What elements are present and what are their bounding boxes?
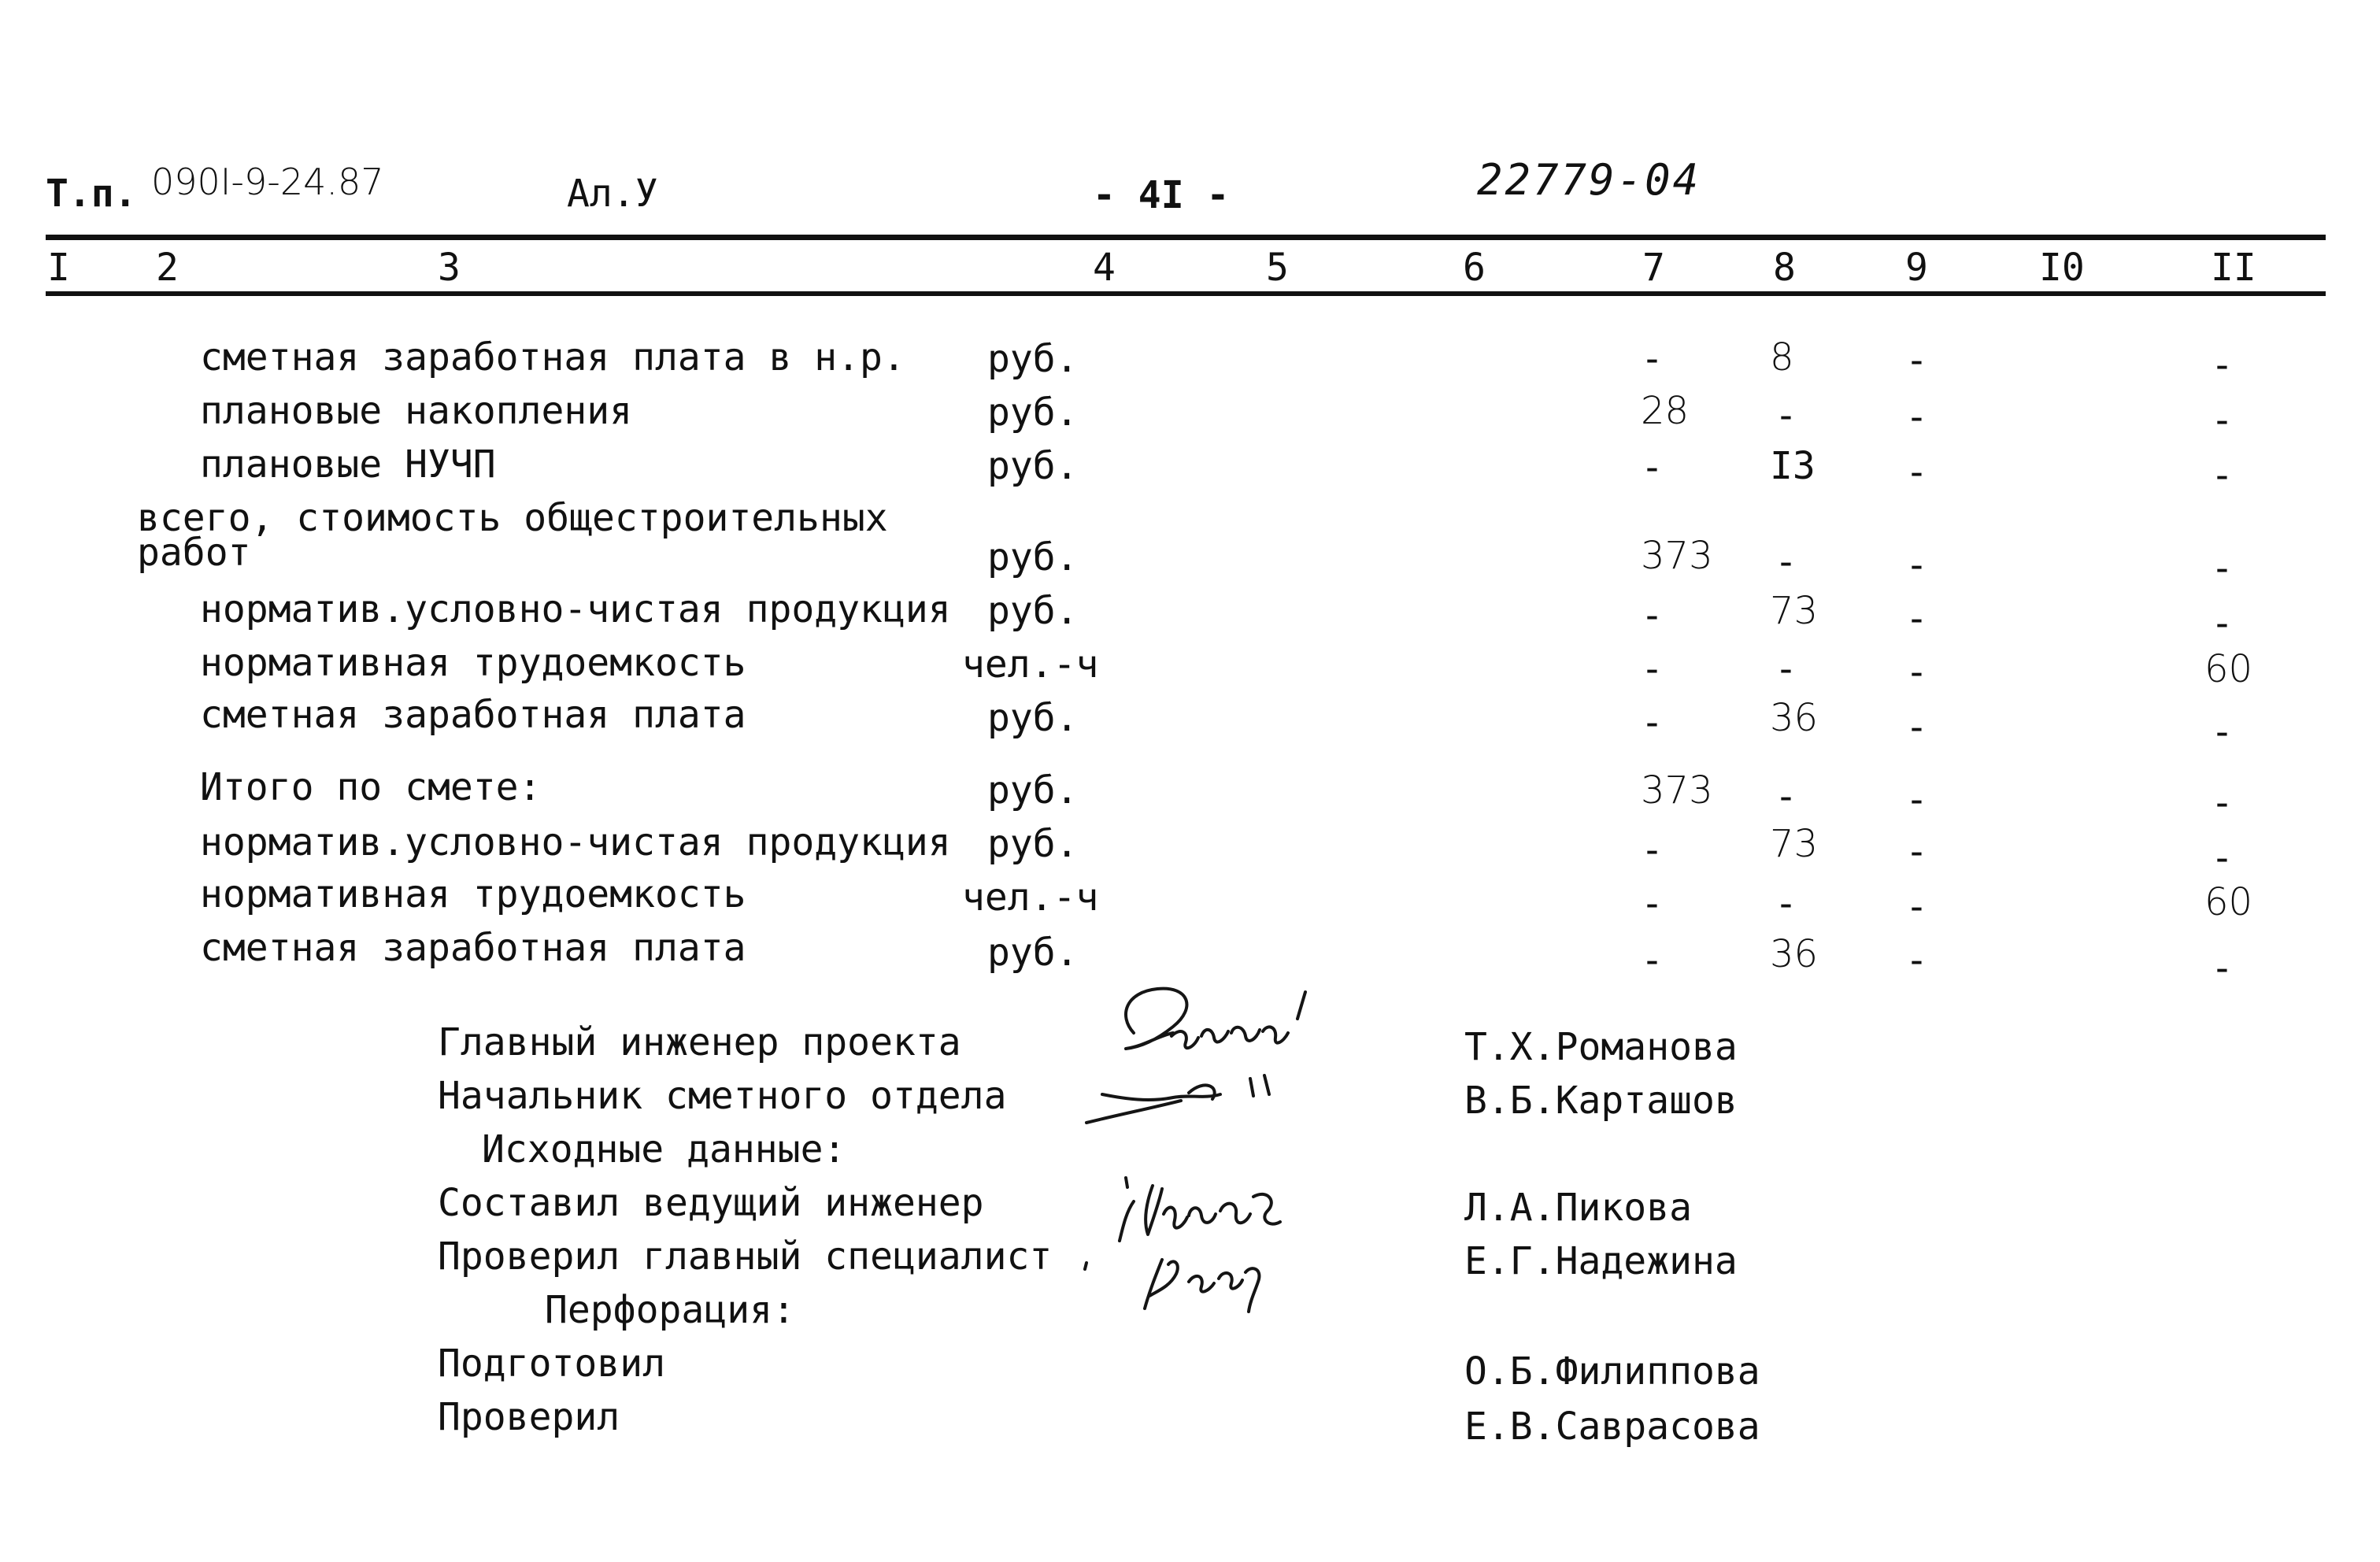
row-1-col7: - — [1641, 337, 1664, 381]
row-4-unit: руб. — [987, 535, 1079, 579]
page-number: - 4I - — [1093, 173, 1230, 217]
perforation-label: Перфорация: — [545, 1288, 795, 1332]
row-7-col7: - — [1641, 701, 1664, 745]
tp-code: 090I-9-24.87 — [151, 161, 384, 203]
row-2-col8: - — [1775, 394, 1797, 438]
handwritten-signatures — [1071, 961, 1417, 1323]
row-11-unit: руб. — [987, 931, 1079, 975]
row-3-col7: - — [1641, 446, 1664, 490]
row-9-col11: - — [2211, 836, 2234, 880]
row-3-unit: руб. — [987, 444, 1079, 488]
row-5-name: норматив.условно-чистая продукция — [200, 587, 951, 631]
row-2-col11: - — [2211, 398, 2234, 442]
column-header-9: 9 — [1905, 246, 1928, 290]
row-7-col9: - — [1905, 705, 1928, 750]
column-header-7: 7 — [1642, 246, 1665, 290]
row-4-col11: - — [2211, 546, 2234, 590]
header-top-rule — [46, 235, 2326, 240]
row-1-name: сметная заработная плата в н.р. — [200, 335, 905, 379]
column-header-5: 5 — [1266, 246, 1289, 290]
checked-chief-name: Е.Г.Надежина — [1464, 1239, 1738, 1283]
estimate-head-name: В.Б.Карташов — [1464, 1079, 1738, 1123]
row-10-name: нормативная трудоемкость — [200, 872, 746, 916]
row-1-unit: руб. — [987, 337, 1079, 381]
row-4-col9: - — [1905, 543, 1928, 587]
row-5-unit: руб. — [987, 589, 1079, 633]
row-4-name-line1: всего, стоимость общестроительных — [137, 496, 888, 540]
row-10-unit: чел.-ч — [962, 875, 1099, 920]
column-header-8: 8 — [1773, 246, 1796, 290]
row-6-col7: - — [1641, 647, 1664, 691]
compiled-name: Л.А.Пикова — [1464, 1186, 1692, 1230]
row-10-col9: - — [1905, 885, 1928, 929]
column-header-2: 2 — [156, 246, 179, 290]
column-header-3: 3 — [438, 246, 461, 290]
row-6-unit: чел.-ч — [962, 642, 1099, 687]
header-bottom-rule — [46, 291, 2326, 296]
document-number: 22779-04 — [1477, 155, 1701, 205]
row-6-col8: - — [1775, 647, 1797, 691]
row-2-name: плановые накопления — [200, 389, 633, 433]
chief-engineer-name: Т.Х.Романова — [1464, 1025, 1738, 1069]
checked-chief-label: Проверил главный специалист — [438, 1234, 1053, 1279]
row-11-col9: - — [1905, 938, 1928, 983]
column-header-1: I — [47, 246, 70, 290]
column-header-4: 4 — [1093, 246, 1116, 290]
column-header-11: II — [2211, 246, 2256, 290]
total-row-unit: руб. — [987, 768, 1079, 812]
estimate-head-label: Начальник сметного отдела — [438, 1074, 1007, 1118]
tp-label: Т.п. — [46, 172, 137, 216]
row-3-col8: I3 — [1770, 444, 1816, 488]
row-7-col8: 36 — [1770, 696, 1819, 740]
row-4-col8: - — [1775, 540, 1797, 584]
row-6-col9: - — [1905, 650, 1928, 694]
row-5-col8: 73 — [1770, 589, 1819, 633]
source-data-label: Исходные данные: — [482, 1127, 846, 1172]
total-row-col9: - — [1905, 778, 1928, 822]
checked-label: Проверил — [438, 1395, 620, 1439]
row-9-col8: 73 — [1770, 822, 1819, 866]
row-4-name-line2: работ — [137, 531, 251, 575]
row-2-col7: 28 — [1641, 389, 1690, 433]
row-9-unit: руб. — [987, 822, 1079, 866]
prepared-name: О.Б.Филиппова — [1464, 1349, 1760, 1394]
total-row-col11: - — [2211, 781, 2234, 825]
row-11-name: сметная заработная плата — [200, 926, 746, 970]
total-row-name: Итого по смете: — [200, 765, 542, 809]
row-5-col9: - — [1905, 597, 1928, 641]
compiled-label: Составил ведущий инженер — [438, 1181, 984, 1225]
row-1-col9: - — [1905, 339, 1928, 383]
row-5-col11: - — [2211, 601, 2234, 646]
row-7-name: сметная заработная плата — [200, 693, 746, 737]
row-11-col8: 36 — [1770, 932, 1819, 976]
row-11-col11: - — [2211, 946, 2234, 990]
row-3-name: плановые НУЧП — [200, 442, 496, 487]
row-10-col7: - — [1641, 882, 1664, 926]
row-4-col7: 373 — [1641, 534, 1713, 578]
total-row-col7: 373 — [1641, 768, 1713, 812]
column-header-10: I0 — [2039, 246, 2085, 290]
album-number: Ал.У — [567, 172, 658, 216]
row-1-col11: - — [2211, 343, 2234, 387]
checked-name: Е.В.Саврасова — [1464, 1405, 1760, 1449]
row-1-col8: 8 — [1770, 335, 1794, 379]
prepared-label: Подготовил — [438, 1342, 665, 1386]
row-6-name: нормативная трудоемкость — [200, 641, 746, 685]
chief-engineer-label: Главный инженер проекта — [438, 1020, 961, 1064]
row-11-col7: - — [1641, 938, 1664, 983]
row-10-col11: 60 — [2204, 880, 2253, 924]
row-3-col11: - — [2211, 453, 2234, 498]
row-9-col9: - — [1905, 830, 1928, 874]
row-7-col11: - — [2211, 710, 2234, 754]
row-9-col7: - — [1641, 828, 1664, 872]
column-header-6: 6 — [1463, 246, 1486, 290]
total-row-col8: - — [1775, 775, 1797, 819]
row-9-name: норматив.условно-чистая продукция — [200, 820, 951, 864]
row-7-unit: руб. — [987, 696, 1079, 740]
row-2-unit: руб. — [987, 390, 1079, 435]
row-6-col11: 60 — [2204, 647, 2253, 691]
row-10-col8: - — [1775, 882, 1797, 926]
row-3-col9: - — [1905, 450, 1928, 494]
row-5-col7: - — [1641, 594, 1664, 638]
row-2-col9: - — [1905, 395, 1928, 439]
